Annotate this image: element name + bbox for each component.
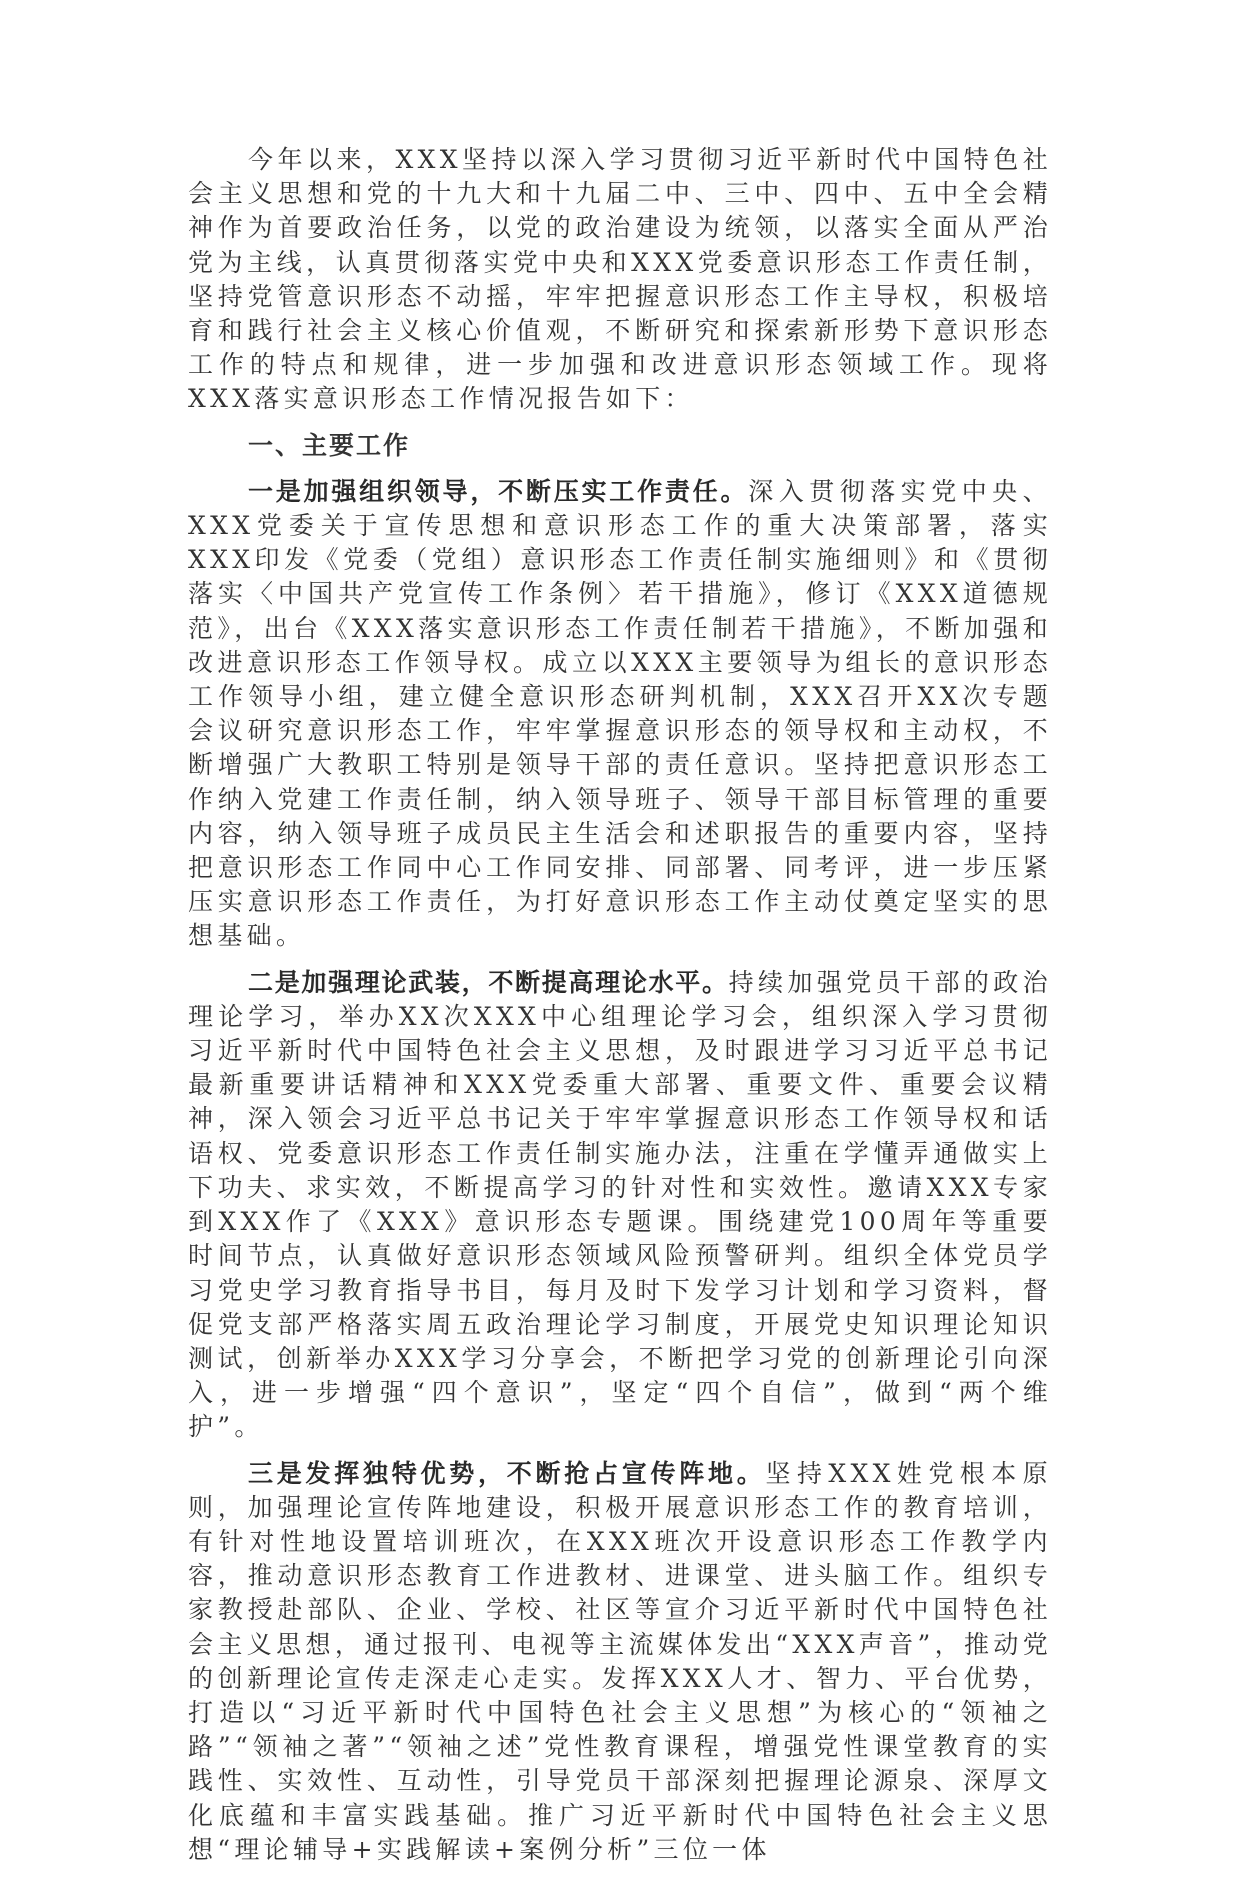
paragraph-body: 持续加强党员干部的政治理论学习，举办XX次XXX中心组理论学习会，组织深入学习贯彻习近平新时代中国特色社会主义思想，及时跟进学习习近平总书记最新重要讲话精神和XXX党委重大部署、重要文件、重要会议精神，深入领会习近平总书记关于牢牢掌握意识形态工作领导权和话语权、党委意识形态工作责任制实施办法，注重在学懂弄通做实上下功夫、求实效，不断提高学习的针对性和实效性。邀请XXX专家到XXX作了《XXX》意识形态专题课。围绕建党100周年等重要时间节点，认真做好意识形态领域风险预警研判。组织全体党员学习党史学习教育指导书目，每月及时下发学习计划和学习资料，督促党支部严格落实周五政治理论学习制度，开展党史知识理论知识测试，创新举办XXX学习分享会，不断把学习党的创新理论引向深入，进一步增强“四个意识”，坚定“四个自信”，做到“两个维护”。 [188,967,1052,1442]
work-item-paragraph [188,1457,1052,1867]
paragraph-lead: 一是加强组织领导，不断压实工作责任。 [248,476,749,506]
section-heading: 一、主要工作 [248,430,411,460]
work-item-paragraph [188,475,1052,954]
paragraph-body: 深入贯彻落实党中央、XXX党委关于宣传思想和意识形态工作的重大决策部署，落实XXX印发《党委（党组）意识形态工作责任制实施细则》和《贯彻落实〈中国共产党宣传工作条例〉若干措施》，修订《XXX道德规范》，出台《XXX落实意识形态工作责任制若干措施》，不断加强和改进意识形态工作领导权。成立以XXX主要领导为组长的意识形态工作领导小组，建立健全意识形态研判机制，XXX召开XX次专题会议研究意识形态工作，牢牢掌握意识形态的领导权和主动权，不断增强广大教职工特别是领导干部的责任意识。坚持把意识形态工作纳入党建工作责任制，纳入领导班子、领导干部目标管理的重要内容，纳入领导班子成员民主生活会和述职报告的重要内容，坚持把意识形态工作同中心工作同安排、同部署、同考评，进一步压紧压实意识形态工作责任，为打好意识形态工作主动仗奠定坚实的思想基础。 [188,476,1052,951]
paragraph-lead: 二是加强理论武装，不断提高理论水平。 [248,967,729,997]
document-page [188,143,1052,1879]
intro-paragraph: 今年以来，XXX坚持以深入学习贯彻习近平新时代中国特色社会主义思想和党的十九大和十九届二中、三中、四中、五中全会精神作为首要政治任务，以党的政治建设为统领，以落实全面从严治党为主线，认真贯彻落实党中央和XXX党委意识形态工作责任制，坚持党管意识形态不动摇，牢牢把握意识形态工作主导权，积极培育和践行社会主义核心价值观，不断研究和探索新形势下意识形态工作的特点和规律，进一步加强和改进意识形态领域工作。现将XXX落实意识形态工作情况报告如下： [188,145,1052,414]
paragraph-body: 坚持XXX姓党根本原则，加强理论宣传阵地建设，积极开展意识形态工作的教育培训，有针对性地设置培训班次，在XXX班次开设意识形态工作教学内容，推动意识形态教育工作进教材、进课堂、进头脑工作。组织专家教授赴部队、企业、学校、社区等宣介习近平新时代中国特色社会主义思想，通过报刊、电视等主流媒体发出“XXX声音”，推动党的创新理论宣传走深走心走实。发挥XXX人才、智力、平台优势，打造以“习近平新时代中国特色社会主义思想”为核心的“领袖之路”“领袖之著”“领袖之述”党性教育课程，增强党性课堂教育的实践性、实效性、互动性，引导党员干部深刻把握理论源泉、深厚文化底蕴和丰富实践基础。推广习近平新时代中国特色社会主义思想“理论辅导+实践解读+案例分析”三位一体 [188,1458,1052,1864]
paragraph-lead: 三是发挥独特优势，不断抢占宣传阵地。 [248,1458,766,1488]
work-item-paragraph [188,966,1052,1445]
